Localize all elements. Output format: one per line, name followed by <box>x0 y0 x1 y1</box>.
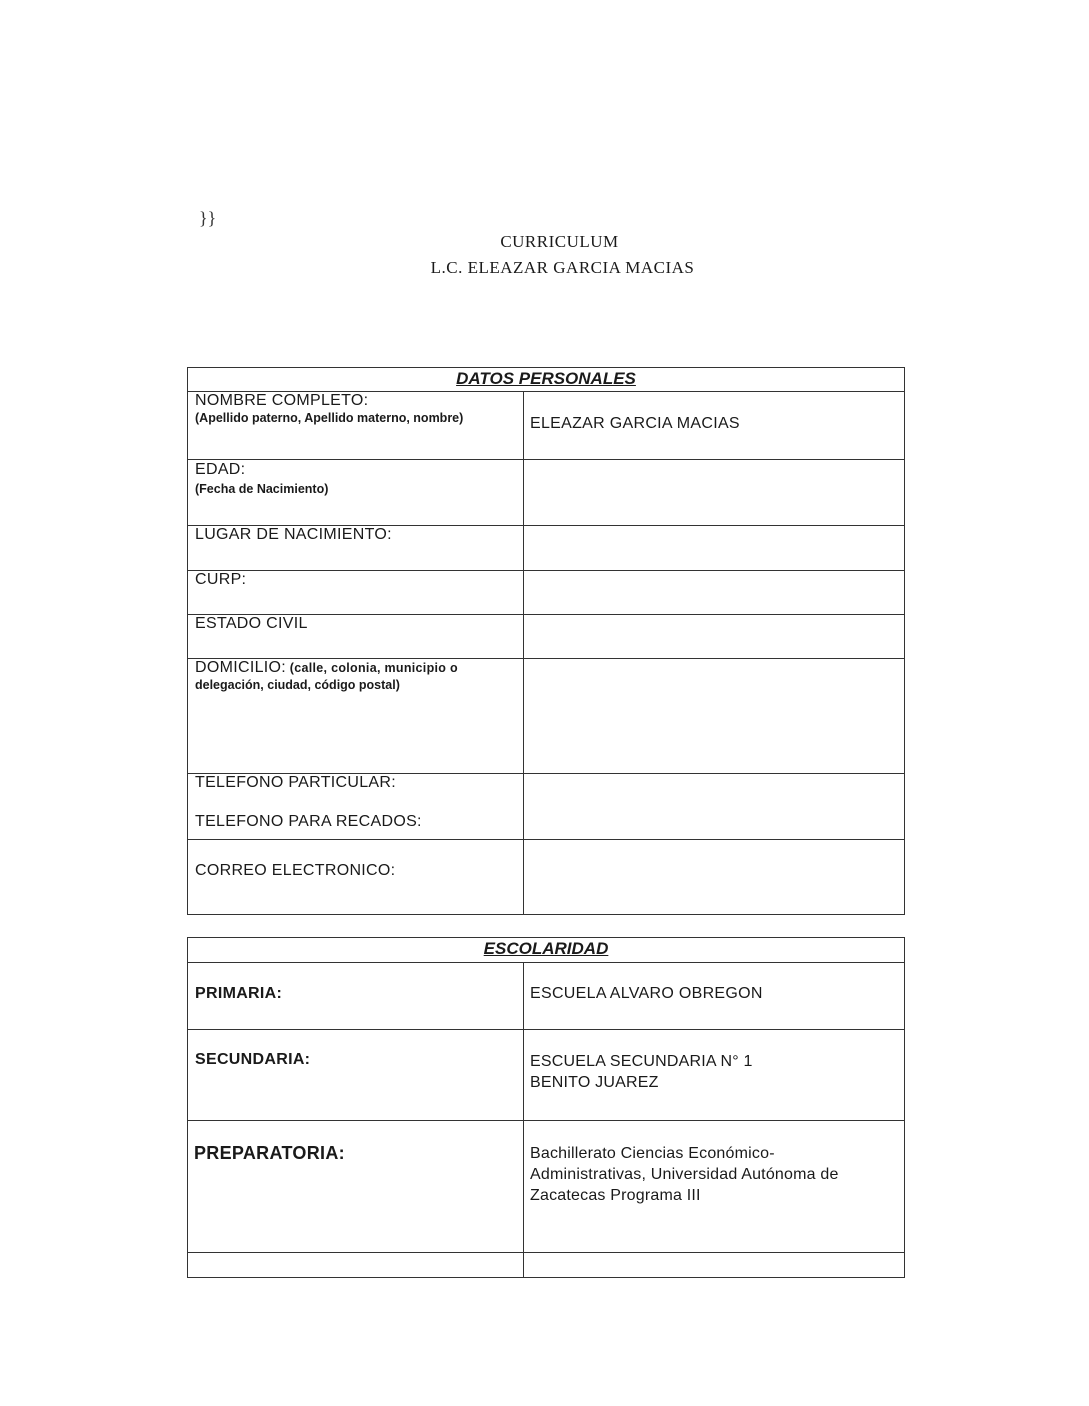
nombre-label-cell <box>188 392 524 460</box>
secundaria-value-cell <box>524 1030 905 1121</box>
correo-label: CORREO ELECTRONICO: <box>195 862 396 879</box>
estado-civil-value-cell <box>524 615 905 659</box>
empty-value-cell <box>524 1253 905 1278</box>
primaria-value-cell <box>524 963 905 1030</box>
secundaria-value <box>524 1030 904 1093</box>
nombre-hint: (Apellido paterno, Apellido materno, nombre) <box>195 411 464 425</box>
telefono-label-cell <box>188 774 524 840</box>
edad-label-cell <box>188 460 524 526</box>
lugar-label: LUGAR DE NACIMIENTO: <box>195 526 392 543</box>
preparatoria-label: PREPARATORIA: <box>194 1143 345 1163</box>
telefono-label: TELEFONO PARTICULAR: <box>195 774 396 791</box>
primaria-label: PRIMARIA: <box>195 985 283 1002</box>
preparatoria-value-cell <box>524 1121 905 1253</box>
edad-hint: (Fecha de Nacimiento) <box>195 482 329 496</box>
secundaria-label: SECUNDARIA: <box>195 1051 311 1068</box>
secundaria-value-line-2: BENITO JUAREZ <box>530 1074 659 1091</box>
escolaridad-table <box>187 937 905 1278</box>
curp-label-cell <box>188 571 524 615</box>
primaria-label-cell <box>188 963 524 1030</box>
lugar-value-cell <box>524 526 905 571</box>
secundaria-value-line-1: ESCUELA SECUNDARIA N° 1 <box>530 1053 753 1070</box>
preparatoria-value-line-1: Bachillerato Ciencias Económico- <box>530 1145 775 1162</box>
datos-personales-table <box>187 367 905 915</box>
edad-label: EDAD: <box>195 461 246 478</box>
curp-label: CURP: <box>195 571 247 588</box>
edad-value-cell <box>524 460 905 526</box>
nombre-value-cell <box>524 392 905 460</box>
correo-value-cell <box>524 840 905 915</box>
preparatoria-value-line-3: Zacatecas Programa III <box>530 1187 701 1204</box>
lugar-label-cell <box>188 526 524 571</box>
nombre-label: NOMBRE COMPLETO: <box>195 392 369 409</box>
curp-value-cell <box>524 571 905 615</box>
escolaridad-heading: ESCOLARIDAD <box>483 939 609 958</box>
datos-personales-header <box>188 368 905 392</box>
empty-label-cell <box>188 1253 524 1278</box>
secundaria-label-cell <box>188 1030 524 1121</box>
domicilio-label: DOMICILIO: <box>195 659 287 676</box>
domicilio-hint: (calle, colonia, municipio o <box>286 661 458 675</box>
preparatoria-label-cell <box>188 1121 524 1253</box>
estado-civil-label-cell <box>188 615 524 659</box>
telefono-recados-label: TELEFONO PARA RECADOS: <box>195 813 422 830</box>
estado-civil-label: ESTADO CIVIL <box>195 615 308 632</box>
domicilio-value-cell <box>524 659 905 774</box>
document-title: CURRICULUM <box>500 232 619 251</box>
preparatoria-value <box>524 1121 904 1206</box>
nombre-value: ELEAZAR GARCIA MACIAS <box>530 415 740 432</box>
document-subtitle: L.C. ELEAZAR GARCIA MACIAS <box>430 258 695 277</box>
primaria-value: ESCUELA ALVARO OBREGON <box>530 985 763 1002</box>
preparatoria-value-line-2: Administrativas, Universidad Autónoma de <box>530 1166 839 1183</box>
escolaridad-header <box>188 938 905 963</box>
datos-personales-heading: DATOS PERSONALES <box>456 369 636 388</box>
domicilio-label-line <box>188 659 523 677</box>
telefono-value-cell <box>524 774 905 840</box>
correo-label-cell <box>188 840 524 915</box>
domicilio-label-cell <box>188 659 524 774</box>
domicilio-hint-2: delegación, ciudad, código postal) <box>195 678 400 692</box>
corner-mark: }} <box>199 208 217 228</box>
